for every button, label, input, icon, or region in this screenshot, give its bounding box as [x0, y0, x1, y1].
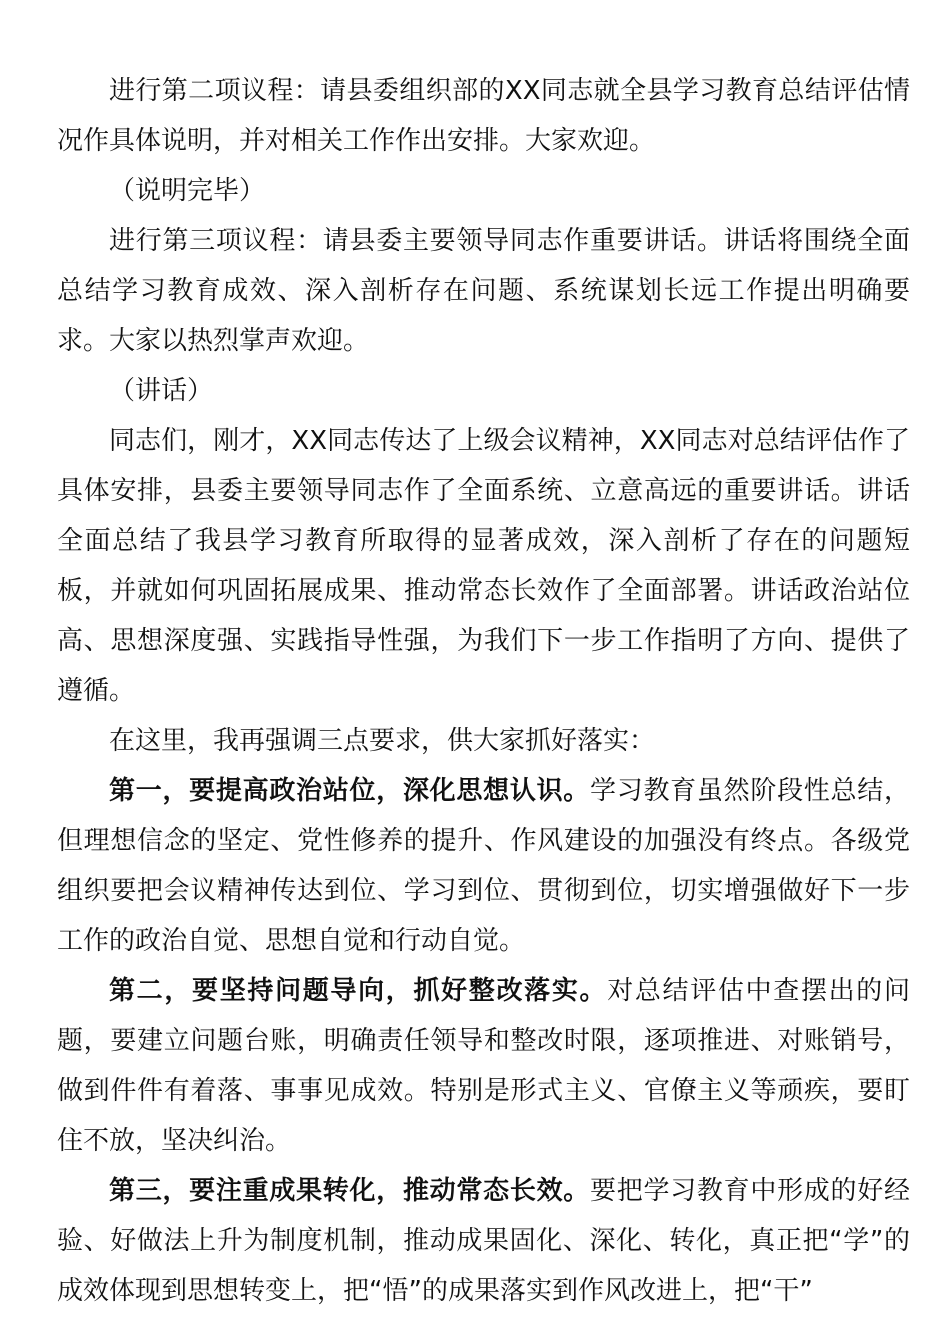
requirement-second — [57, 966, 910, 1166]
note-speech: （讲话） — [109, 376, 214, 406]
requirement-third-lead: 第三，要注重成果转化，推动常态长效。 — [109, 1176, 591, 1206]
requirement-first-lead: 第一，要提高政治站位，深化思想认识。 — [109, 776, 591, 806]
requirement-third-text: 要把学习教育中形成的好经验、好做法上升为制度机制，推动成果固化、深化、转化，真正把“学”的成效体现到思想转变上，把“悟”的成果落实到作风改进上，把“干” — [57, 1176, 910, 1306]
requirement-second-lead: 第二，要坚持问题导向，抓好整改落实。 — [109, 976, 608, 1006]
paragraph-intro: 在这里，我再强调三点要求，供大家抓好落实： — [109, 726, 656, 756]
requirement-first-text: 学习教育虽然阶段性总结，但理想信念的坚定、党性修养的提升、作风建设的加强没有终点。各级党组织要把会议精神传达到位、学习到位、贯彻到位，切实增强做好下一步工作的政治自觉、思想自觉和行动自觉。 — [57, 776, 910, 956]
requirement-third — [57, 1166, 910, 1316]
note-explanation-complete: （说明完毕） — [109, 176, 266, 206]
paragraph-agenda-3: 进行第三项议程：请县委主要领导同志作重要讲话。讲话将围绕全面总结学习教育成效、深入剖析存在问题、系统谋划长远工作提出明确要求。大家以热烈掌声欢迎。 — [57, 226, 910, 356]
requirement-first — [57, 766, 910, 966]
paragraph-summary: 同志们，刚才，XX同志传达了上级会议精神，XX同志对总结评估作了具体安排，县委主要领导同志作了全面系统、立意高远的重要讲话。讲话全面总结了我县学习教育所取得的显著成效，深入剖析了存在的问题短板，并就如何巩固拓展成果、推动常态长效作了全面部署。讲话政治站位高、思想深度强、实践指导性强，为我们下一步工作指明了方向、提供了遵循。 — [57, 426, 910, 706]
requirement-second-text: 对总结评估中查摆出的问题，要建立问题台账，明确责任领导和整改时限，逐项推进、对账销号，做到件件有着落、事事见成效。特别是形式主义、官僚主义等顽疾，要盯住不放，坚决纠治。 — [57, 976, 910, 1156]
paragraph-agenda-2: 进行第二项议程：请县委组织部的XX同志就全县学习教育总结评估情况作具体说明，并对相关工作作出安排。大家欢迎。 — [57, 76, 910, 156]
